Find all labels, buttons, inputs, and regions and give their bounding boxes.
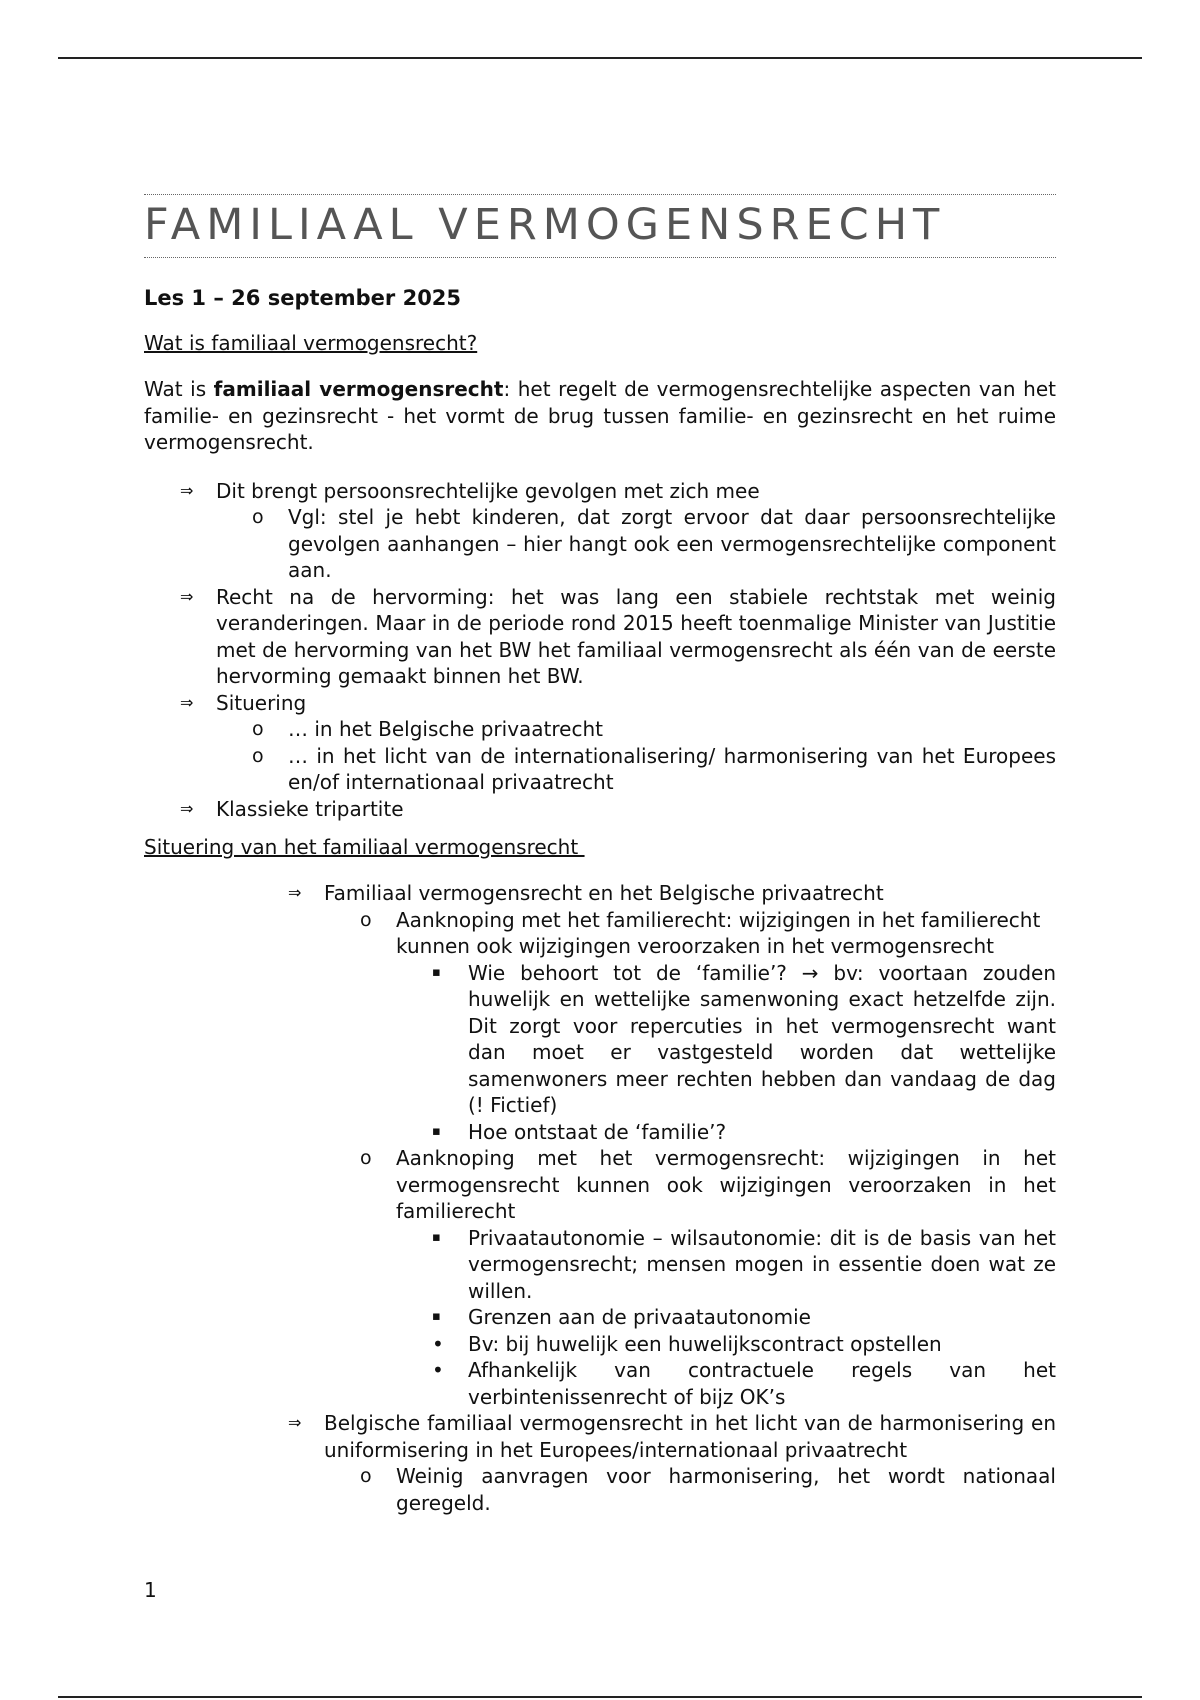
section-heading-what-is: Wat is familiaal vermogensrecht? [144, 331, 478, 355]
list-item [144, 907, 1056, 960]
list-item-text: Grenzen aan de privaatautonomie [468, 1305, 811, 1329]
list-item [144, 690, 1056, 717]
section2-list [144, 880, 1056, 1516]
square-bullet-icon: ▪ [432, 1229, 441, 1245]
list-item [144, 1331, 1056, 1358]
arrow-bullet-icon: ⇒ [180, 692, 194, 712]
list-item [144, 1463, 1056, 1516]
circle-bullet-icon: o [360, 1147, 372, 1169]
list-item-text: Bv: bij huwelijk een huwelijkscontract opstellen [468, 1331, 942, 1356]
page-bottom-rule [58, 1696, 1142, 1698]
list-item-text: Situering [216, 690, 307, 715]
list-item [144, 1304, 1056, 1331]
arrow-bullet-icon: ⇒ [180, 480, 194, 500]
list-item-text: Klassieke tripartite [216, 796, 404, 821]
list-item-text: Belgische familiaal vermogensrecht in het licht van de harmonisering en uniformisering in het Europees/internationaal privaatrecht [324, 1411, 1056, 1462]
list-item-text: Privaatautonomie – wilsautonomie: dit is de basis van het vermogensrecht; mensen mogen in essentie doen wat ze willen. [468, 1225, 1056, 1303]
list-item-text: … in het Belgische privaatrecht [288, 717, 603, 741]
list-item [144, 1225, 1056, 1305]
list-item [144, 796, 1056, 823]
list-item [144, 1357, 1056, 1410]
document-title: FAMILIAAL VERMOGENSRECHT [144, 200, 946, 250]
section1-list [144, 478, 1056, 823]
list-item [144, 1119, 1056, 1146]
list-item-text: Wie behoort tot de ‘familie’? → bv: voortaan zouden huwelijk en wettelijke samenwoning exact hetzelfde zijn. Dit zorgt voor repercuties in het vermogensrecht want dan moet er vastgesteld worden dat wettelijke samenwoners meer rechten hebben dan vandaag de dag (! Fictief) [468, 960, 1056, 1117]
list-item [144, 743, 1056, 796]
list-item [144, 478, 1056, 505]
dot-bullet-icon: • [432, 1358, 444, 1382]
arrow-bullet-icon: ⇒ [180, 798, 194, 818]
square-bullet-icon: ▪ [432, 1123, 441, 1139]
list-item-text: Recht na de hervorming: het was lang een stabiele rechtstak met weinig veranderingen. Maar in de periode rond 2015 heeft toenmalige Minister van Justitie met de hervorming van het BW het familiaal vermogensrecht als één van de eerste hervorming gemaakt binnen het BW. [216, 584, 1056, 688]
page-top-rule [58, 57, 1142, 59]
list-item [144, 960, 1056, 1119]
list-item-text: Familiaal vermogensrecht en het Belgische privaatrecht [324, 881, 884, 905]
page-number: 1 [144, 1578, 157, 1602]
intro-prefix: Wat is [144, 377, 214, 401]
circle-bullet-icon: o [252, 744, 264, 767]
intro-paragraph [144, 376, 1056, 456]
circle-bullet-icon: o [360, 1465, 372, 1487]
list-item [144, 504, 1056, 584]
circle-bullet-icon: o [360, 908, 372, 931]
list-item-text: Hoe ontstaat de ‘familie’? [468, 1119, 727, 1144]
list-item [144, 716, 1056, 743]
list-item [144, 1410, 1056, 1463]
list-item-text: Vgl: stel je hebt kinderen, dat zorgt ervoor dat daar persoonsrechtelijke gevolgen aanhangen – hier hangt ook een vermogensrechtelijke component aan. [288, 505, 1056, 582]
title-block [144, 194, 1056, 258]
square-bullet-icon: ▪ [432, 1309, 441, 1324]
intro-suffix: : het regelt de vermogensrechtelijke aspecten van het familie- en gezinsrecht - het vormt de brug tussen familie- en gezinsrecht en het ruime vermogensrecht. [144, 377, 1056, 454]
circle-bullet-icon: o [252, 718, 264, 740]
list-item [144, 880, 1056, 907]
lesson-heading: Les 1 – 26 september 2025 [144, 286, 462, 310]
list-item-text: Aanknoping met het vermogensrecht: wijzigingen in het vermogensrecht kunnen ook wijzigingen veroorzaken in het familierecht [396, 1146, 1056, 1223]
arrow-bullet-icon: ⇒ [288, 1413, 302, 1432]
circle-bullet-icon: o [252, 506, 264, 528]
arrow-bullet-icon: ⇒ [288, 883, 302, 902]
document-page [144, 194, 1056, 1516]
list-item-text: Afhankelijk van contractuele regels van het verbintenissenrecht of bijz OK’s [468, 1358, 1056, 1409]
list-item-text: Dit brengt persoonsrechtelijke gevolgen met zich mee [216, 478, 760, 503]
list-item [144, 584, 1056, 690]
list-item-text: Weinig aanvragen voor harmonisering, het wordt nationaal geregeld. [396, 1464, 1056, 1515]
list-item [144, 1145, 1056, 1225]
list-item-text: Aanknoping met het familierecht: wijzigingen in het familierecht kunnen ook wijzigingen veroorzaken in het vermogensrecht [396, 907, 1041, 958]
arrow-bullet-icon: ⇒ [180, 586, 194, 606]
list-item-text: … in het licht van de internationalisering/ harmonisering van het Europees en/of internationaal privaatrecht [288, 743, 1056, 794]
dot-bullet-icon: • [432, 1331, 444, 1356]
square-bullet-icon: ▪ [432, 964, 441, 980]
intro-term: familiaal vermogensrecht [213, 377, 504, 401]
section-heading-situering: Situering van het familiaal vermogensrecht [144, 835, 585, 859]
